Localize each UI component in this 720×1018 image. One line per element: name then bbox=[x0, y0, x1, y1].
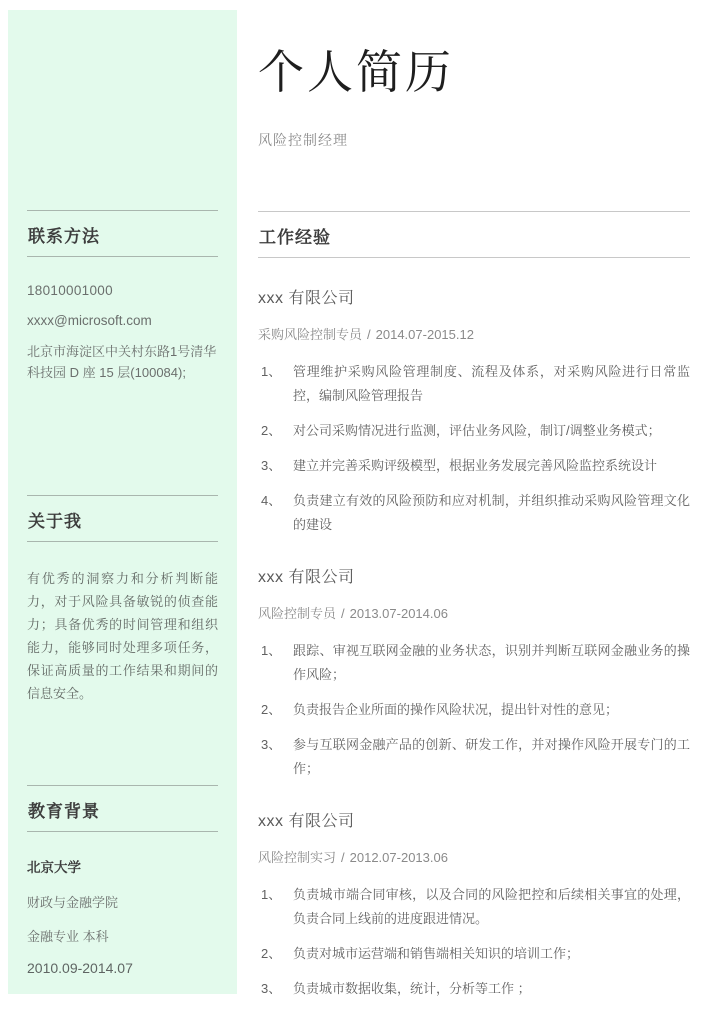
bullet-text: 负责报告企业所面的操作风险状况，提出针对性的意见； bbox=[293, 701, 619, 717]
bullet-number: 1、 bbox=[261, 886, 282, 902]
role-period-separator: / bbox=[341, 849, 345, 865]
bullet-number: 2、 bbox=[261, 422, 282, 438]
bullet-item bbox=[258, 977, 690, 1001]
bullet-item bbox=[258, 639, 690, 687]
contact-heading: 联系方法 bbox=[27, 210, 218, 257]
bullet-item bbox=[258, 883, 690, 931]
job-role: 采购风险控制专员 bbox=[258, 326, 363, 342]
jobs-container bbox=[258, 285, 690, 1001]
major-degree: 金融专业 本科 bbox=[27, 929, 109, 944]
email-address: xxxx@microsoft.com bbox=[27, 313, 152, 328]
education-section bbox=[27, 785, 218, 976]
bullet-number: 3、 bbox=[261, 980, 282, 996]
school-name: 北京大学 bbox=[27, 860, 81, 875]
company-name: xxx 有限公司 bbox=[258, 568, 355, 586]
bullet-number: 4、 bbox=[261, 492, 282, 508]
bullet-number: 1、 bbox=[261, 363, 282, 379]
bullet-number: 2、 bbox=[261, 945, 282, 961]
main-content bbox=[258, 0, 690, 1001]
role-line bbox=[258, 603, 690, 622]
education-heading: 教育背景 bbox=[27, 785, 218, 832]
role-period-separator: / bbox=[341, 605, 345, 621]
bullet-text: 建立并完善采购评级模型，根据业务发展完善风险监控系统设计 bbox=[293, 457, 658, 473]
bullet-text: 负责城市数据收集，统计，分析等工作 ； bbox=[293, 980, 531, 996]
bullet-number: 3、 bbox=[261, 457, 282, 473]
bullet-item bbox=[258, 360, 690, 408]
job-role: 风险控制专员 bbox=[258, 605, 337, 621]
bullet-item bbox=[258, 419, 690, 443]
bullet-text: 负责对城市运营端和销售端相关知识的培训工作； bbox=[293, 945, 580, 961]
bullet-text: 跟踪、审视互联网金融的业务状态，识别并判断互联网金融业务的操作风险； bbox=[293, 642, 690, 682]
job-period: 2014.07-2015.12 bbox=[375, 326, 474, 342]
bullet-text: 负责城市端合同审核，以及合同的风险把控和后续相关事宜的处理，负责合同上线前的进度跟进情况。 bbox=[293, 886, 690, 926]
bullet-item bbox=[258, 698, 690, 722]
about-section bbox=[27, 495, 218, 705]
target-position: 风险控制经理 bbox=[258, 131, 348, 148]
job-entry bbox=[258, 808, 690, 1001]
about-text: 有优秀的洞察力和分析判断能力，对于风险具备敏锐的侦查能力；具备优秀的时间管理和组织能力，能够同时处理多项任务，保证高质量的工作结果和期间的信息安全。 bbox=[27, 571, 218, 701]
sidebar bbox=[8, 10, 237, 994]
bullet-text: 对公司采购情况进行监测，评估业务风险，制订/调整业务模式； bbox=[293, 422, 661, 438]
bullet-item bbox=[258, 733, 690, 781]
company-name: xxx 有限公司 bbox=[258, 812, 355, 830]
role-period-separator: / bbox=[367, 326, 371, 342]
experience-heading: 工作经验 bbox=[258, 211, 690, 258]
company-name: xxx 有限公司 bbox=[258, 289, 355, 307]
bullet-number: 2、 bbox=[261, 701, 282, 717]
bullet-number: 1、 bbox=[261, 642, 282, 658]
job-period: 2012.07-2013.06 bbox=[349, 849, 448, 865]
resume-title: 个人简历 bbox=[258, 46, 454, 98]
bullet-number: 3、 bbox=[261, 736, 282, 752]
role-line bbox=[258, 847, 690, 866]
bullet-item bbox=[258, 489, 690, 537]
bullet-text: 管理维护采购风险管理制度、流程及体系，对采购风险进行日常监控，编制风险管理报告 bbox=[293, 363, 690, 403]
bullet-list bbox=[258, 360, 690, 537]
college-name: 财政与金融学院 bbox=[27, 895, 119, 910]
bullet-list bbox=[258, 883, 690, 1001]
bullet-text: 参与互联网金融产品的创新、研发工作，并对操作风险开展专门的工作； bbox=[293, 736, 690, 776]
bullet-item bbox=[258, 942, 690, 966]
contact-section bbox=[27, 210, 218, 383]
job-entry bbox=[258, 285, 690, 537]
about-heading: 关于我 bbox=[27, 495, 218, 542]
job-entry bbox=[258, 564, 690, 781]
job-role: 风险控制实习 bbox=[258, 849, 337, 865]
education-period: 2010.09-2014.07 bbox=[27, 960, 133, 976]
bullet-item bbox=[258, 454, 690, 478]
bullet-list bbox=[258, 639, 690, 781]
job-period: 2013.07-2014.06 bbox=[349, 605, 448, 621]
bullet-text: 负责建立有效的风险预防和应对机制，并组织推动采购风险管理文化的建设 bbox=[293, 492, 690, 532]
phone-number: 18010001000 bbox=[27, 283, 113, 298]
role-line bbox=[258, 324, 690, 343]
mailing-address: 北京市海淀区中关村东路1号清华科技园 D 座 15 层(100084); bbox=[27, 344, 217, 380]
